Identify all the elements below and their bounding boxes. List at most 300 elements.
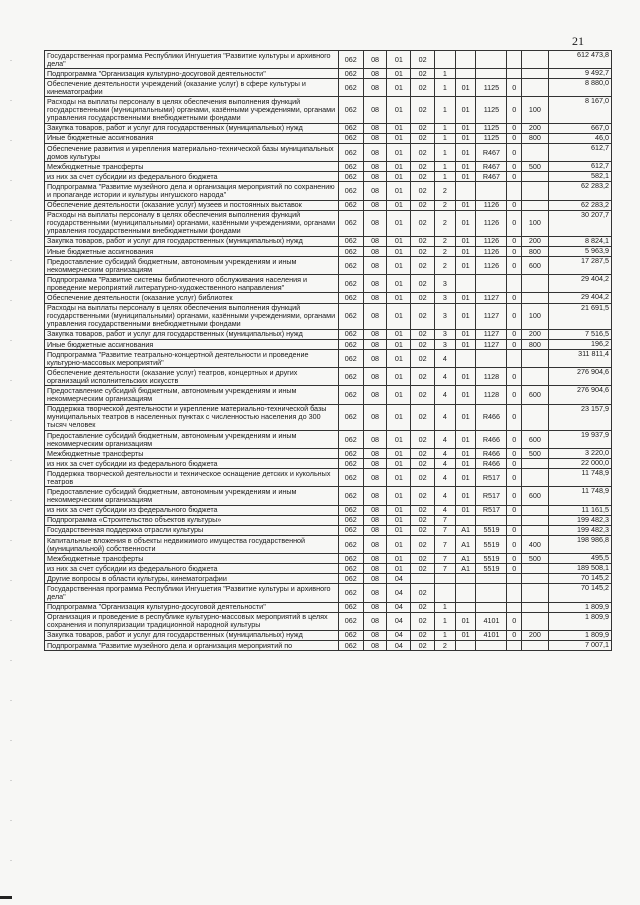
row-code: 08 xyxy=(363,430,387,448)
row-code xyxy=(521,574,548,584)
row-code: 062 xyxy=(338,515,363,525)
row-code: 02 xyxy=(411,339,435,349)
row-code: 01 xyxy=(387,386,411,404)
row-code: 02 xyxy=(411,505,435,515)
row-code: 1127 xyxy=(476,303,507,329)
row-code: 1 xyxy=(435,162,456,172)
row-sum: 11 161,5 xyxy=(548,505,611,515)
row-code: 0 xyxy=(507,612,521,630)
row-name: Подпрограмма "Развитие театрально-концертной деятельности и проведение культурно-массовых мероприятий" xyxy=(45,350,339,368)
row-code: 02 xyxy=(411,515,435,525)
table-row xyxy=(45,79,612,97)
row-code: 7 xyxy=(435,515,456,525)
row-code: 062 xyxy=(338,162,363,172)
row-code: 0 xyxy=(507,404,521,430)
row-code: 08 xyxy=(363,564,387,574)
row-sum: 70 145,2 xyxy=(548,584,611,602)
row-code: A1 xyxy=(455,564,476,574)
row-code: 062 xyxy=(338,51,363,69)
row-code: 02 xyxy=(411,303,435,329)
row-code: 08 xyxy=(363,275,387,293)
table-row xyxy=(45,368,612,386)
row-code: R517 xyxy=(476,505,507,515)
row-sum: 19 937,9 xyxy=(548,430,611,448)
row-code: 01 xyxy=(455,630,476,640)
row-code: 01 xyxy=(387,79,411,97)
row-code: 02 xyxy=(411,329,435,339)
row-code: 02 xyxy=(411,535,435,553)
row-name: Поддержка творческой деятельности и укрепление материально-технической базы муниципальных театров в населенных пунктах с численностью населения до 300 тысяч человек xyxy=(45,404,339,430)
row-code xyxy=(507,182,521,200)
row-code: 1128 xyxy=(476,386,507,404)
row-code: 4 xyxy=(435,430,456,448)
row-code: 02 xyxy=(411,182,435,200)
row-sum: 5 963,9 xyxy=(548,247,611,257)
row-code xyxy=(476,350,507,368)
row-name: Межбюджетные трансферты xyxy=(45,554,339,564)
row-code: 01 xyxy=(455,257,476,275)
row-code: 08 xyxy=(363,612,387,630)
row-code: 01 xyxy=(455,459,476,469)
row-code: 0 xyxy=(507,368,521,386)
row-code: 02 xyxy=(411,584,435,602)
row-code: 02 xyxy=(411,469,435,487)
row-code xyxy=(455,275,476,293)
row-code: 02 xyxy=(411,350,435,368)
row-code: 0 xyxy=(507,525,521,535)
table-row xyxy=(45,525,612,535)
table-row xyxy=(45,172,612,182)
row-code: 01 xyxy=(387,275,411,293)
row-code: 2 xyxy=(435,247,456,257)
row-code xyxy=(507,69,521,79)
row-code: 1 xyxy=(435,602,456,612)
row-sum: 582,1 xyxy=(548,172,611,182)
row-code: 01 xyxy=(455,162,476,172)
row-code: 0 xyxy=(507,97,521,123)
row-code xyxy=(521,368,548,386)
row-code: 01 xyxy=(387,162,411,172)
row-code xyxy=(521,293,548,303)
row-code xyxy=(521,143,548,161)
row-code: 4101 xyxy=(476,612,507,630)
table-row xyxy=(45,487,612,505)
row-code: 2 xyxy=(435,257,456,275)
row-code: 062 xyxy=(338,329,363,339)
row-sum: 196,2 xyxy=(548,339,611,349)
row-code: 04 xyxy=(387,602,411,612)
row-code: 0 xyxy=(507,162,521,172)
row-code xyxy=(521,275,548,293)
row-code: 01 xyxy=(455,97,476,123)
row-code: 01 xyxy=(455,430,476,448)
row-code: 02 xyxy=(411,123,435,133)
budget-table xyxy=(44,50,612,651)
row-code: 1125 xyxy=(476,133,507,143)
row-code: 062 xyxy=(338,640,363,650)
row-sum: 29 404,2 xyxy=(548,275,611,293)
row-sum: 8 824,1 xyxy=(548,236,611,246)
row-sum: 612,7 xyxy=(548,162,611,172)
row-code xyxy=(455,350,476,368)
row-code xyxy=(521,459,548,469)
row-code xyxy=(521,51,548,69)
row-code: 02 xyxy=(411,386,435,404)
row-code: 062 xyxy=(338,97,363,123)
row-code xyxy=(507,640,521,650)
row-code: 1126 xyxy=(476,247,507,257)
row-code: 500 xyxy=(521,162,548,172)
table-row xyxy=(45,640,612,650)
row-code xyxy=(507,574,521,584)
row-code: 01 xyxy=(455,133,476,143)
row-sum: 199 482,3 xyxy=(548,515,611,525)
row-code: 01 xyxy=(455,79,476,97)
row-sum: 11 748,9 xyxy=(548,469,611,487)
table-row xyxy=(45,584,612,602)
row-code: 08 xyxy=(363,630,387,640)
row-sum: 198 986,8 xyxy=(548,535,611,553)
row-code: 0 xyxy=(507,554,521,564)
row-code: 08 xyxy=(363,339,387,349)
row-code: 1125 xyxy=(476,97,507,123)
row-sum: 70 145,2 xyxy=(548,574,611,584)
row-name: Закупка товаров, работ и услуг для государственных (муниципальных) нужд xyxy=(45,630,339,640)
table-row xyxy=(45,162,612,172)
row-code: 02 xyxy=(411,133,435,143)
row-code: 01 xyxy=(387,236,411,246)
row-name: Иные бюджетные ассигнования xyxy=(45,133,339,143)
row-name: Иные бюджетные ассигнования xyxy=(45,247,339,257)
row-code xyxy=(507,602,521,612)
row-name: Расходы на выплаты персоналу в целях обеспечения выполнения функций государственными (муниципальными) органами, казёнными учреждениями, органами управления государственными внебюджетными фондами xyxy=(45,97,339,123)
row-code: 02 xyxy=(411,247,435,257)
row-code xyxy=(521,564,548,574)
row-code: 01 xyxy=(455,143,476,161)
row-sum: 667,0 xyxy=(548,123,611,133)
row-code: 08 xyxy=(363,386,387,404)
row-code xyxy=(521,469,548,487)
row-code: 200 xyxy=(521,630,548,640)
row-code: 08 xyxy=(363,236,387,246)
row-sum: 7 516,5 xyxy=(548,329,611,339)
row-name: Государственная программа Республики Ингушетия "Развитие культуры и архивного дела" xyxy=(45,51,339,69)
row-code: 1 xyxy=(435,123,456,133)
table-row xyxy=(45,210,612,236)
row-code: 02 xyxy=(411,143,435,161)
row-name: Обеспечение развития и укрепления материально-технической базы муниципальных домов культуры xyxy=(45,143,339,161)
row-code: 01 xyxy=(387,505,411,515)
row-code xyxy=(507,584,521,602)
row-code: 062 xyxy=(338,535,363,553)
row-name: Подпрограмма "Развитие системы библиотечного обслуживания населения и проведение мероприятий литературно-художественного направления" xyxy=(45,275,339,293)
row-code xyxy=(476,275,507,293)
row-name: из них за счет субсидии из федерального бюджета xyxy=(45,459,339,469)
row-code: 01 xyxy=(387,430,411,448)
row-code xyxy=(521,612,548,630)
row-code: 062 xyxy=(338,257,363,275)
row-code: 0 xyxy=(507,339,521,349)
row-sum: 8 167,0 xyxy=(548,97,611,123)
row-code: 01 xyxy=(387,564,411,574)
row-code: 08 xyxy=(363,525,387,535)
row-code: 02 xyxy=(411,172,435,182)
row-code: 02 xyxy=(411,236,435,246)
row-code: 062 xyxy=(338,339,363,349)
table-row xyxy=(45,51,612,69)
row-sum: 276 904,6 xyxy=(548,386,611,404)
row-code: 0 xyxy=(507,247,521,257)
row-code: 062 xyxy=(338,469,363,487)
row-code: 0 xyxy=(507,303,521,329)
row-code: 062 xyxy=(338,368,363,386)
row-code: 01 xyxy=(455,247,476,257)
row-code: 01 xyxy=(387,525,411,535)
row-code: R466 xyxy=(476,459,507,469)
row-sum: 3 220,0 xyxy=(548,449,611,459)
row-code: 600 xyxy=(521,487,548,505)
row-code: 1126 xyxy=(476,210,507,236)
row-code: 4101 xyxy=(476,630,507,640)
row-name: Организация и проведение в республике культурно-массовых мероприятий в целях сохранения и популяризации традиционной народной культуры xyxy=(45,612,339,630)
row-code: 08 xyxy=(363,133,387,143)
row-code xyxy=(455,584,476,602)
row-code: 08 xyxy=(363,51,387,69)
row-code: 02 xyxy=(411,459,435,469)
row-code: 0 xyxy=(507,133,521,143)
row-code: 08 xyxy=(363,449,387,459)
row-code xyxy=(455,602,476,612)
row-code: 3 xyxy=(435,339,456,349)
row-code xyxy=(476,51,507,69)
table-row xyxy=(45,386,612,404)
row-code: 01 xyxy=(455,368,476,386)
row-code: 062 xyxy=(338,303,363,329)
row-code: 01 xyxy=(387,51,411,69)
row-code: 02 xyxy=(411,210,435,236)
row-code: 02 xyxy=(411,640,435,650)
row-code: 01 xyxy=(387,368,411,386)
row-code: 02 xyxy=(411,525,435,535)
table-row xyxy=(45,200,612,210)
row-sum: 9 492,7 xyxy=(548,69,611,79)
row-name: Межбюджетные трансферты xyxy=(45,162,339,172)
row-code xyxy=(507,275,521,293)
row-code: 08 xyxy=(363,487,387,505)
row-code: 0 xyxy=(507,505,521,515)
row-code: 01 xyxy=(455,505,476,515)
row-code: 1 xyxy=(435,97,456,123)
row-code: 04 xyxy=(387,612,411,630)
row-code: 062 xyxy=(338,172,363,182)
row-code: 062 xyxy=(338,525,363,535)
row-code: 100 xyxy=(521,210,548,236)
row-code xyxy=(476,515,507,525)
row-name: Обеспечение деятельности учреждений (оказание услуг) в сфере культуры и кинематографии xyxy=(45,79,339,97)
row-name: из них за счет субсидии из федерального бюджета xyxy=(45,172,339,182)
row-code xyxy=(521,584,548,602)
row-sum: 495,5 xyxy=(548,554,611,564)
table-row xyxy=(45,143,612,161)
row-code: 7 xyxy=(435,564,456,574)
row-code: 08 xyxy=(363,210,387,236)
table-row xyxy=(45,404,612,430)
row-code: 01 xyxy=(387,329,411,339)
table-row xyxy=(45,275,612,293)
table-row xyxy=(45,123,612,133)
row-code: 01 xyxy=(387,339,411,349)
row-code: 3 xyxy=(435,293,456,303)
row-code: 800 xyxy=(521,133,548,143)
table-row xyxy=(45,505,612,515)
row-code: 1125 xyxy=(476,123,507,133)
row-code: 1 xyxy=(435,79,456,97)
row-code: 01 xyxy=(387,210,411,236)
row-code: 01 xyxy=(455,487,476,505)
row-code: 01 xyxy=(455,236,476,246)
row-code xyxy=(521,515,548,525)
row-code: 01 xyxy=(387,143,411,161)
row-code: 062 xyxy=(338,554,363,564)
table-row xyxy=(45,430,612,448)
row-code: 062 xyxy=(338,386,363,404)
row-code xyxy=(455,51,476,69)
row-code: R517 xyxy=(476,487,507,505)
row-code xyxy=(507,51,521,69)
row-code: 1 xyxy=(435,172,456,182)
row-name: Предоставление субсидий бюджетным, автономным учреждениям и иным некоммерческим организациям xyxy=(45,386,339,404)
row-code: 4 xyxy=(435,459,456,469)
table-row xyxy=(45,564,612,574)
row-code: R466 xyxy=(476,430,507,448)
row-code: 2 xyxy=(435,210,456,236)
row-code: 01 xyxy=(387,487,411,505)
row-code xyxy=(476,602,507,612)
row-code xyxy=(476,69,507,79)
row-code: 062 xyxy=(338,69,363,79)
row-code: 062 xyxy=(338,430,363,448)
table-row xyxy=(45,303,612,329)
row-code: 01 xyxy=(387,293,411,303)
row-code: 01 xyxy=(455,293,476,303)
row-sum: 21 691,5 xyxy=(548,303,611,329)
row-code: 08 xyxy=(363,162,387,172)
row-code: 200 xyxy=(521,329,548,339)
row-sum: 62 283,2 xyxy=(548,182,611,200)
row-code: 062 xyxy=(338,133,363,143)
row-code: R517 xyxy=(476,469,507,487)
row-name: Расходы на выплаты персоналу в целях обеспечения выполнения функций государственными (муниципальными) органами, казёнными учреждениями, органами управления государственными внебюджетными фондами xyxy=(45,210,339,236)
row-code: 02 xyxy=(411,404,435,430)
row-name: Обеспечение деятельности (оказание услуг) театров, концертных и других организаций исполнительских искусств xyxy=(45,368,339,386)
row-code: 01 xyxy=(455,386,476,404)
row-code: 02 xyxy=(411,430,435,448)
row-code: 0 xyxy=(507,329,521,339)
row-code: 08 xyxy=(363,368,387,386)
row-code: 062 xyxy=(338,143,363,161)
row-code: 01 xyxy=(387,123,411,133)
row-code: 08 xyxy=(363,404,387,430)
row-code xyxy=(521,350,548,368)
row-code: 08 xyxy=(363,79,387,97)
row-name: из них за счет субсидии из федерального бюджета xyxy=(45,564,339,574)
row-code: 2 xyxy=(435,640,456,650)
row-code: 08 xyxy=(363,293,387,303)
row-name: Межбюджетные трансферты xyxy=(45,449,339,459)
row-code: 02 xyxy=(411,554,435,564)
row-code: 01 xyxy=(455,329,476,339)
row-code xyxy=(521,182,548,200)
row-code: 01 xyxy=(387,469,411,487)
table-row xyxy=(45,293,612,303)
row-sum: 612 473,8 xyxy=(548,51,611,69)
row-code: 08 xyxy=(363,574,387,584)
row-code: 1128 xyxy=(476,368,507,386)
row-code: A1 xyxy=(455,525,476,535)
page-number: 21 xyxy=(572,34,584,48)
row-name: Подпрограмма "Организация культурно-досуговой деятельности" xyxy=(45,602,339,612)
row-name: Подпрограмма "Развитие музейного дела и организация мероприятий по сохранению и пропаганде истории и культуры ингушского народа" xyxy=(45,182,339,200)
row-code: 08 xyxy=(363,584,387,602)
row-code: 062 xyxy=(338,247,363,257)
row-code: 062 xyxy=(338,630,363,640)
row-code: 4 xyxy=(435,469,456,487)
row-code: 08 xyxy=(363,200,387,210)
row-code: 0 xyxy=(507,386,521,404)
row-name: из них за счет субсидии из федерального бюджета xyxy=(45,505,339,515)
row-code: 08 xyxy=(363,247,387,257)
row-code: 08 xyxy=(363,602,387,612)
row-code: 062 xyxy=(338,182,363,200)
row-code xyxy=(435,574,456,584)
row-code: 500 xyxy=(521,449,548,459)
row-code: 2 xyxy=(435,182,456,200)
row-code xyxy=(455,182,476,200)
row-sum: 23 157,9 xyxy=(548,404,611,430)
row-name: Закупка товаров, работ и услуг для государственных (муниципальных) нужд xyxy=(45,236,339,246)
row-sum: 1 809,9 xyxy=(548,630,611,640)
row-code: 062 xyxy=(338,293,363,303)
table-row xyxy=(45,574,612,584)
row-code: 062 xyxy=(338,210,363,236)
row-code xyxy=(476,640,507,650)
row-sum: 7 007,1 xyxy=(548,640,611,650)
row-code: 4 xyxy=(435,368,456,386)
row-code: 01 xyxy=(455,404,476,430)
row-sum: 62 283,2 xyxy=(548,200,611,210)
row-name: Предоставление субсидий бюджетным, автономным учреждениям и иным некоммерческим организациям xyxy=(45,257,339,275)
table-row xyxy=(45,182,612,200)
row-code xyxy=(521,602,548,612)
row-code: 1 xyxy=(435,612,456,630)
row-code: 4 xyxy=(435,386,456,404)
row-code: 4 xyxy=(435,505,456,515)
table-row xyxy=(45,535,612,553)
row-code: 08 xyxy=(363,505,387,515)
row-code: 1 xyxy=(435,69,456,79)
row-code: 1127 xyxy=(476,329,507,339)
row-name: Подпрограмма "Организация культурно-досуговой деятельности" xyxy=(45,69,339,79)
row-code xyxy=(521,640,548,650)
row-code: 3 xyxy=(435,303,456,329)
row-code xyxy=(455,574,476,584)
row-code: R467 xyxy=(476,162,507,172)
row-code: 2 xyxy=(435,236,456,246)
row-code: 08 xyxy=(363,257,387,275)
row-code: 08 xyxy=(363,535,387,553)
row-code: 02 xyxy=(411,97,435,123)
row-code xyxy=(411,574,435,584)
